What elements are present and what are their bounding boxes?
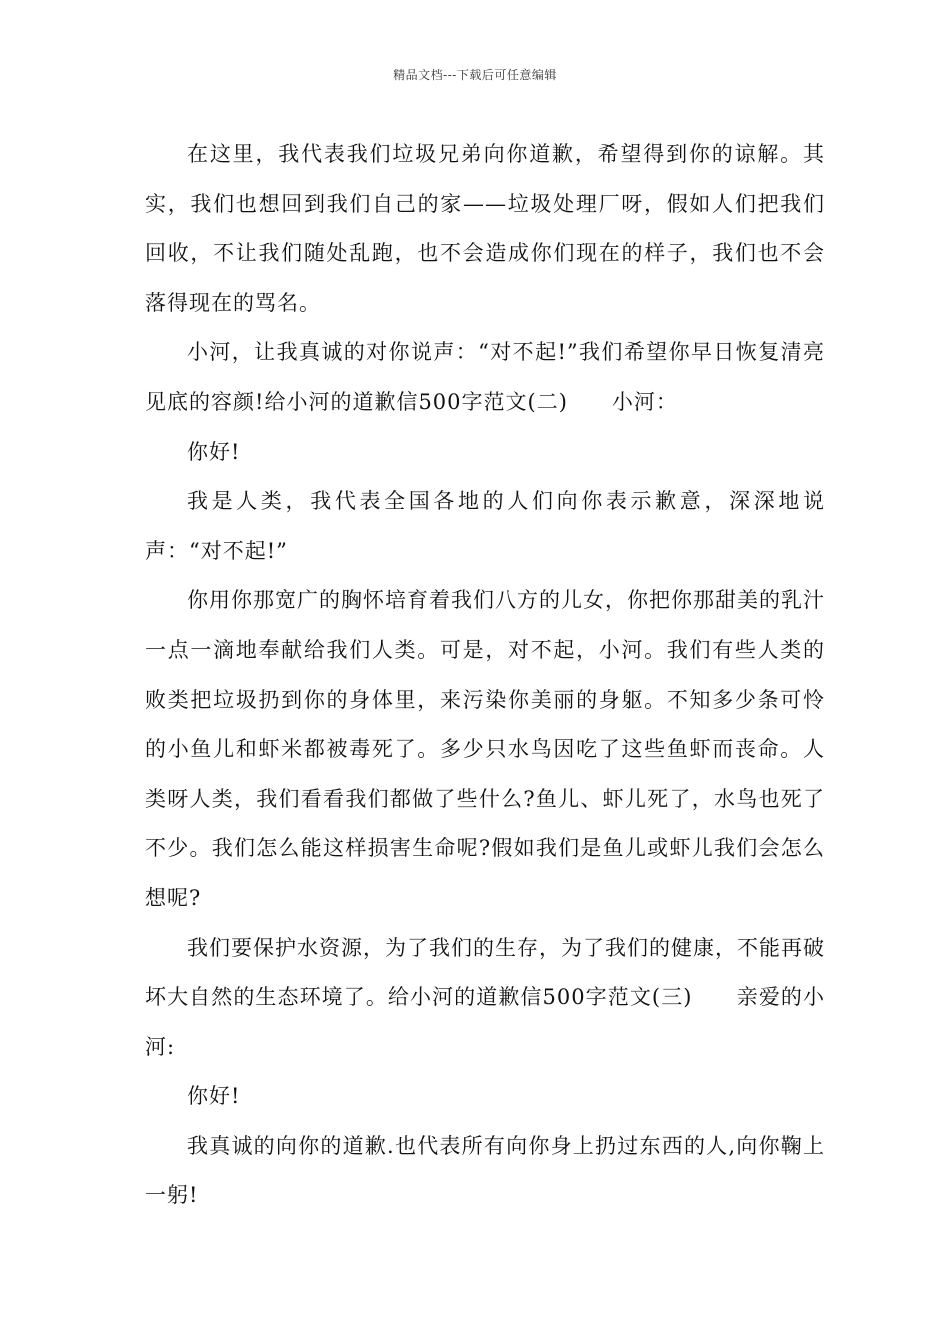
document-body <box>145 130 825 1221</box>
paragraph: 我真诚的向你的道歉.也代表所有向你身上扔过东西的人,向你鞠上一躬! <box>145 1133 825 1208</box>
paragraph: 我是人类，我代表全国各地的人们向你表示歉意，深深地说声：“对不起!” <box>145 489 825 563</box>
paragraph: 你好! <box>187 439 241 464</box>
paragraph: 你用你那宽广的胸怀培育着我们八方的儿女，你把你那甜美的乳汁一点一滴地奉献给我们人类。可是，对不起，小河。我们有些人类的败类把垃圾扔到你的身体里，来污染你美丽的身躯。不知多少条可怜的小鱼儿和虾米都被毒死了。多少只水鸟因吃了这些鱼虾而丧命。人类呀人类，我们看看我们都做了些什么?鱼儿、虾儿死了，水鸟也死了不少。我们怎么能这样损害生命呢?假如我们是鱼儿或虾儿我们会怎么想呢? <box>145 588 825 910</box>
paragraph: 在这里，我代表我们垃圾兄弟向你道歉，希望得到你的谅解。其实，我们也想回到我们自己的家——垃圾处理厂呀，假如人们把我们回收，不让我们随处乱跑，也不会造成你们现在的样子，我们也不会落得现在的骂名。 <box>145 142 825 315</box>
paragraph: 你好! <box>187 1084 241 1109</box>
page-header: 精品文档---下载后可任意编辑 <box>393 68 557 82</box>
paragraph: 小河，让我真诚的对你说声：“对不起!”我们希望你早日恢复清亮见底的容颜!给小河的道歉信500字范文(二) 小河： <box>145 340 825 414</box>
paragraph: 我们要保护水资源，为了我们的生存，为了我们的健康，不能再破坏大自然的生态环境了。给小河的道歉信500字范文(三) 亲爱的小河: <box>145 935 825 1059</box>
